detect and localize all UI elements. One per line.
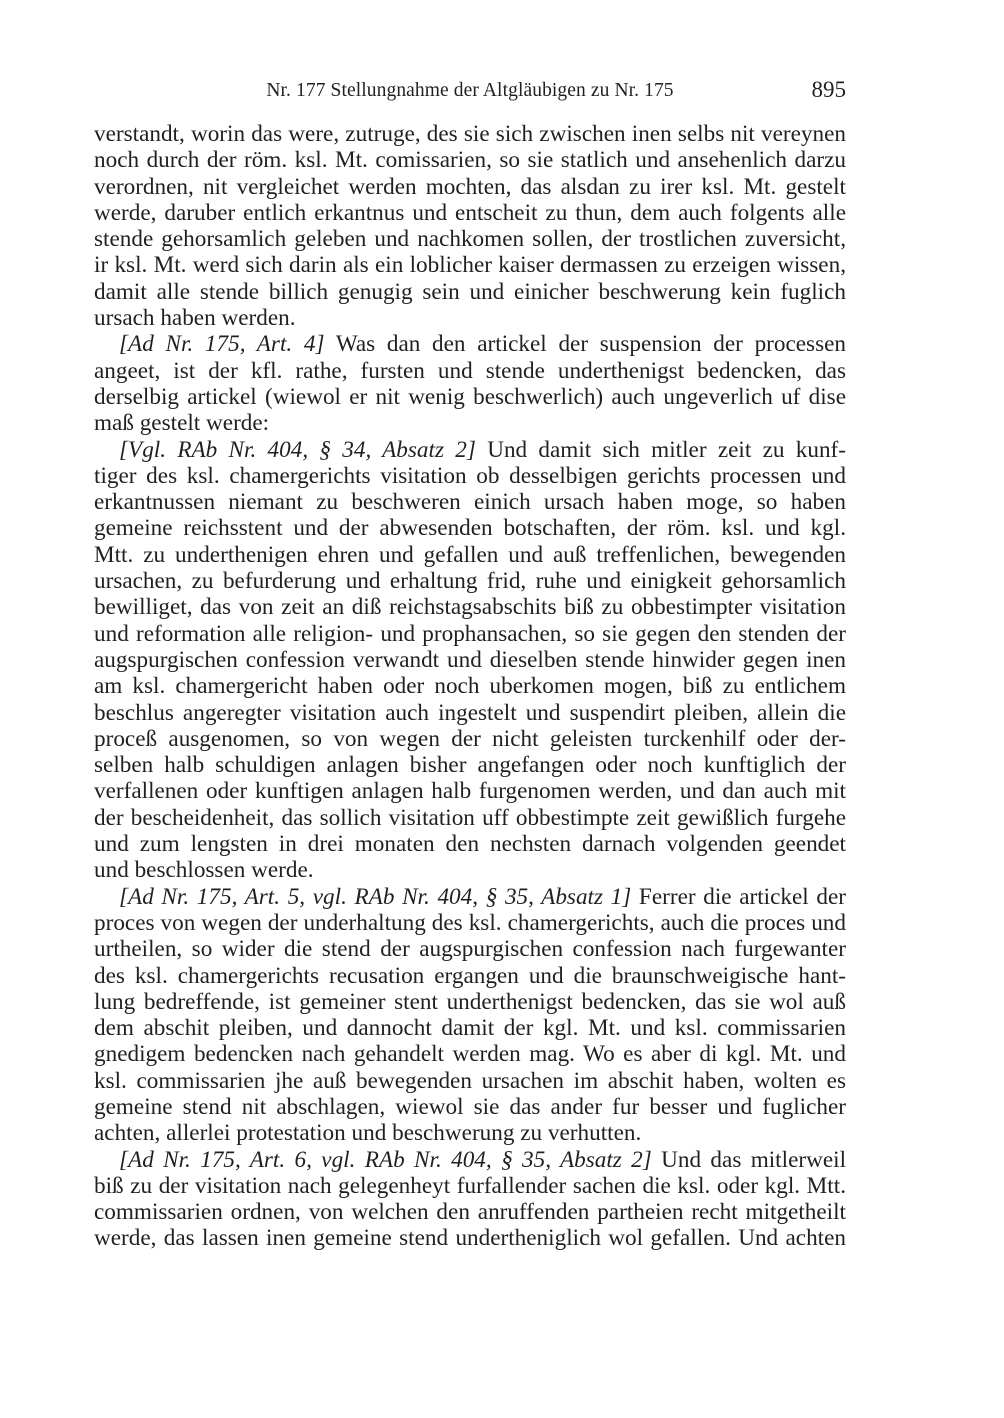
text-line — [94, 831, 846, 857]
text-line — [94, 121, 846, 147]
line-text: des ksl. chamergerichts recusation ergangen und die braunschweigische hant- — [94, 962, 846, 989]
line-text: beschlus angeregter visitation auch ingestelt und suspendirt pleiben, allein die — [94, 699, 846, 726]
line-text: der bescheidenheit, das sollich visitation uff obbestimpte zeit gewißlich furgehe — [94, 804, 846, 831]
text-line — [94, 963, 846, 989]
text-line — [94, 147, 846, 173]
line-text: urtheilen, so wider die stend der augspurgischen confession nach furgewanter — [94, 936, 846, 963]
line-text: ksl. commissarien jhe auß bewegenden ursachen im abschit haben, wolten es — [94, 1067, 846, 1094]
line-text: und reformation alle religion- und prophansachen, so sie gegen den stenden der — [94, 620, 846, 647]
running-head: Nr. 177 Stellungnahme der Altgläubigen zu Nr. 175 — [266, 80, 674, 101]
line-text: biß zu der visitation nach gelegenheyt furfallender sachen die ksl. oder kgl. Mtt. — [94, 1172, 846, 1199]
text-line — [94, 805, 846, 831]
text-line — [94, 463, 846, 489]
line-text: damit alle stende billich genugig sein und einicher beschwerung kein fuglich — [94, 278, 846, 305]
text-line — [94, 857, 846, 883]
line-text: augspurgischen confession verwandt und dieselben stende hinwider gegen inen — [94, 646, 846, 673]
line-text: ir ksl. Mt. werd sich darin als ein loblicher kaiser dermassen zu erzeigen wissen, — [94, 252, 846, 279]
text-line — [94, 910, 846, 936]
page-number: 895 — [811, 77, 846, 102]
text-line — [94, 410, 846, 436]
line-text: gnedigem bedencken nach gehandelt werden mag. Wo es aber di kgl. Mt. und — [94, 1041, 846, 1068]
line-text: achten, allerlei protestation und beschwerung zu verhutten. — [94, 1120, 642, 1147]
text-line — [94, 515, 846, 541]
text-line — [94, 700, 846, 726]
text-line — [94, 647, 846, 673]
body-text — [94, 121, 846, 1252]
line-text: und zum lengsten in drei monaten den nechsten darnach volgenden geendet — [94, 831, 846, 858]
reference-marker: [Ad Nr. 175, Art. 5, vgl. RAb Nr. 404, § 35, Absatz 1] — [119, 883, 632, 910]
text-line — [94, 331, 846, 357]
text-line — [94, 1173, 846, 1199]
text-line — [94, 252, 846, 278]
text-line — [94, 1225, 846, 1251]
text-line — [94, 226, 846, 252]
line-text: tiger des ksl. chamergerichts visitation ob desselbigen gerichts processen und — [94, 462, 846, 489]
line-text: am ksl. chamergericht haben oder noch uberkomen mogen, biß zu entlichem — [94, 673, 846, 700]
line-text: Und das mitlerweil — [651, 1146, 846, 1173]
line-text: proceß ausgenomen, so von wegen der nicht geleisten turckenhilf oder der- — [94, 725, 846, 752]
text-line — [94, 1015, 846, 1041]
text-line — [94, 174, 846, 200]
line-text: ursachen, zu befurderung und erhaltung frid, ruhe und einigkeit gehorsamlich — [94, 568, 846, 595]
text-line — [94, 884, 846, 910]
line-text: lung bedreffende, ist gemeiner stent underthenigst bedencken, das sie wol auß — [94, 988, 846, 1015]
line-text: verstandt, worin das were, zutruge, des sie sich zwischen inen selbs nit vereynen — [94, 121, 846, 147]
line-text: werde, daruber entlich erkantnus und entscheit zu thun, dem auch folgents alle — [94, 199, 846, 226]
text-line — [94, 989, 846, 1015]
text-line — [94, 305, 846, 331]
line-text: verfallenen oder kunftigen anlagen halb furgenomen werden, und dan auch mit — [94, 778, 846, 805]
text-line — [94, 1120, 846, 1146]
line-text: derselbig artickel (wiewol er nit wenig beschwerlich) auch ungeverlich uf dise — [94, 383, 846, 410]
line-text: Mtt. zu underthenigen ehren und gefallen und auß treffenlichen, bewegenden — [94, 541, 846, 568]
line-text: commissarien ordnen, von welchen den anruffenden partheien recht mitgetheilt — [94, 1199, 846, 1226]
reference-marker: [Ad Nr. 175, Art. 4] — [119, 331, 325, 358]
text-line — [94, 279, 846, 305]
text-line — [94, 358, 846, 384]
text-line — [94, 594, 846, 620]
line-text: verordnen, nit vergleichet werden mochten, das alsdan zu irer ksl. Mt. gestelt — [94, 173, 846, 200]
text-line — [94, 778, 846, 804]
reference-marker: [Vgl. RAb Nr. 404, § 34, Absatz 2] — [119, 436, 476, 463]
page-header — [94, 77, 846, 110]
line-text: noch durch der röm. ksl. Mt. comissarien, so sie statlich und ansehenlich darzu — [94, 147, 846, 174]
text-line — [94, 542, 846, 568]
line-text: gemeine stend nit abschlagen, wiewol sie das ander fur besser und fuglicher — [94, 1093, 846, 1120]
line-text: und beschlossen werde. — [94, 857, 314, 884]
text-line — [94, 384, 846, 410]
line-text: selben halb schuldigen anlagen bisher angefangen oder noch kunftiglich der — [94, 752, 846, 779]
line-text: bewilliget, das von zeit an diß reichstagsabschits biß zu obbestimpter visitation — [94, 594, 846, 621]
text-line — [94, 200, 846, 226]
line-text: werde, das lassen inen gemeine stend undertheniglich wol gefallen. Und achten — [94, 1225, 846, 1252]
line-text: erkantnussen niemant zu beschweren einich ursach haben moge, so haben — [94, 489, 846, 516]
reference-marker: [Ad Nr. 175, Art. 6, vgl. RAb Nr. 404, § 35, Absatz 2] — [119, 1146, 652, 1173]
text-line — [94, 489, 846, 515]
text-line — [94, 1147, 846, 1173]
line-text: maß gestelt werde: — [94, 410, 270, 437]
text-line — [94, 936, 846, 962]
text-line — [94, 437, 846, 463]
line-text: angeet, ist der kfl. rathe, fursten und stende underthenigst bedencken, das — [94, 357, 846, 384]
line-text: ursach haben werden. — [94, 305, 296, 332]
text-line — [94, 1068, 846, 1094]
line-text: proces von wegen der underhaltung des ksl. chamergerichts, auch die proces und — [94, 909, 846, 936]
line-text: Und damit sich mitler zeit zu kunf- — [475, 436, 846, 463]
text-line — [94, 568, 846, 594]
text-line — [94, 1094, 846, 1120]
line-text: gemeine reichsstent und der abwesenden botschaften, der röm. ksl. und kgl. — [94, 515, 846, 542]
line-text: Was dan den artickel der suspension der processen — [324, 331, 846, 358]
text-line — [94, 1199, 846, 1225]
line-text: dem abschit pleiben, und dannocht damit der kgl. Mt. und ksl. commissarien — [94, 1015, 846, 1042]
text-line — [94, 752, 846, 778]
text-line — [94, 621, 846, 647]
text-line — [94, 726, 846, 752]
line-text: stende gehorsamlich geleben und nachkomen sollen, der trostlichen zuversicht, — [94, 226, 846, 253]
text-line — [94, 1041, 846, 1067]
line-text: Ferrer die artickel der — [631, 883, 846, 910]
text-line — [94, 673, 846, 699]
